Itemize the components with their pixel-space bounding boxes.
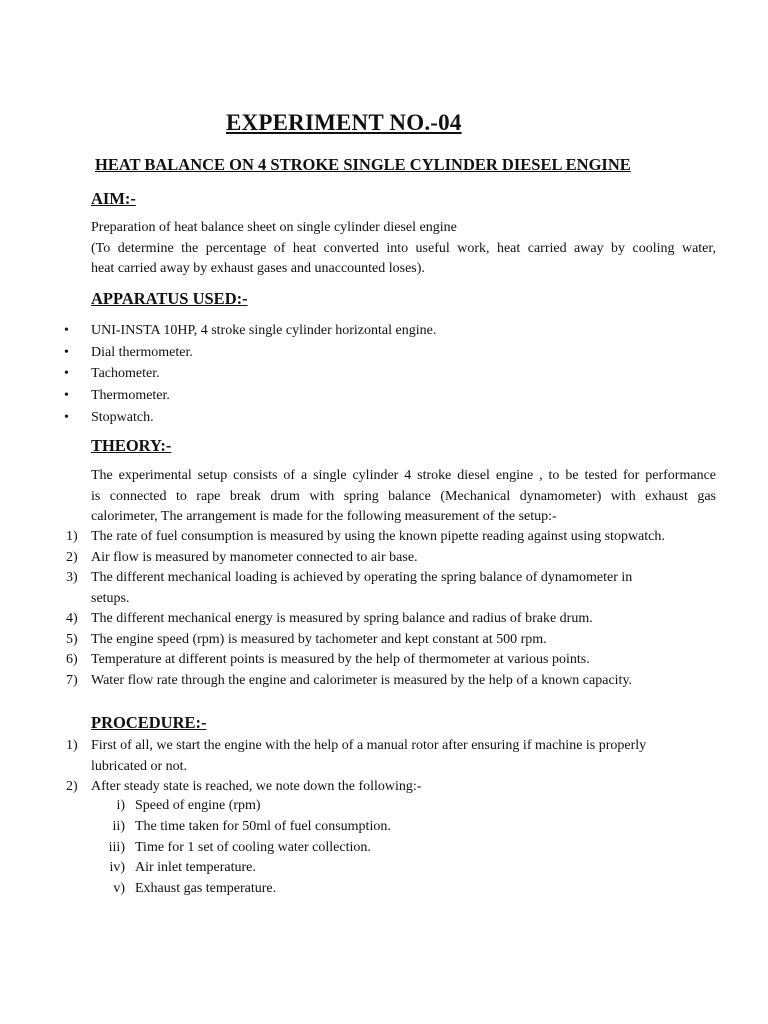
list-item-text: Air inlet temperature. xyxy=(135,860,256,876)
theory-heading: THEORY:- xyxy=(91,436,172,455)
aim-heading: AIM:- xyxy=(91,189,136,208)
list-item-text: Stopwatch. xyxy=(91,409,154,425)
list-item xyxy=(66,548,716,569)
list-item-text: Time for 1 set of cooling water collection. xyxy=(135,839,371,855)
list-item-text: After steady state is reached, we note down the following:- xyxy=(91,779,422,794)
theory-line: calorimeter, The arrangement is made for the following measurement of the setup:- xyxy=(91,509,557,524)
list-item xyxy=(66,736,716,777)
list-item xyxy=(66,777,716,798)
procedure-list xyxy=(66,736,716,798)
aim-line: Preparation of heat balance sheet on single cylinder diesel engine xyxy=(91,220,457,235)
aim-line: heat carried away by exhaust gases and unaccounted loses). xyxy=(91,261,425,276)
list-number: iii) xyxy=(108,839,125,855)
theory-line: The experimental setup consists of a single cylinder 4 stroke diesel engine , to be tested for performance xyxy=(91,468,716,483)
list-number: 4) xyxy=(66,611,78,626)
list-item-text: Thermometer. xyxy=(91,388,170,404)
list-item-text: Water flow rate through the engine and calorimeter is measured by the help of a known capacity. xyxy=(91,672,633,688)
theory-line: is connected to rape break drum with spring balance (Mechanical dynamometer) with exhaust gas xyxy=(91,488,716,504)
bullet-marker: • xyxy=(64,366,69,382)
page-title: EXPERIMENT NO.-04 xyxy=(226,110,462,135)
apparatus-heading: APPARATUS USED:- xyxy=(91,289,248,308)
theory-paragraph xyxy=(91,466,716,528)
list-item-text: Exhaust gas temperature. xyxy=(135,881,277,897)
list-item-text: Dial thermometer. xyxy=(91,344,193,360)
list-item xyxy=(66,650,716,671)
list-item xyxy=(66,609,716,630)
list-number: i) xyxy=(116,798,125,813)
list-item xyxy=(66,568,716,609)
list-number: 2) xyxy=(66,779,78,794)
list-item-text: Speed of engine (rpm) xyxy=(135,798,261,813)
list-item-text: UNI-INSTA 10HP, 4 stroke single cylinder horizontal engine. xyxy=(91,323,437,338)
list-number: 6) xyxy=(66,652,78,667)
list-item-text: Temperature at different points is measured by the help of thermometer at various points. xyxy=(91,652,590,667)
list-item xyxy=(66,527,716,548)
list-number: 1) xyxy=(66,738,78,753)
list-number: 7) xyxy=(66,672,78,688)
list-item-text: The time taken for 50ml of fuel consumption. xyxy=(135,818,391,834)
list-item-text: Tachometer. xyxy=(91,366,160,382)
procedure-heading: PROCEDURE:- xyxy=(91,713,207,732)
list-item-text: The rate of fuel consumption is measured by using the known pipette reading against using stopwatch. xyxy=(91,529,665,544)
list-number: 5) xyxy=(66,631,78,647)
list-number: 1) xyxy=(66,529,78,544)
list-number: v) xyxy=(113,881,125,897)
list-number: ii) xyxy=(112,818,125,834)
list-item-text: First of all, we start the engine with the help of a manual rotor after ensuring if machine is properly lubricated or not. xyxy=(91,738,647,774)
bullet-marker: • xyxy=(64,388,69,404)
list-item xyxy=(66,671,716,692)
list-item-text: The different mechanical loading is achieved by operating the spring balance of dynamometer in setups. xyxy=(91,570,633,606)
list-item xyxy=(66,630,716,651)
aim-line: (To determine the percentage of heat converted into useful work, heat carried away by cooling water, xyxy=(91,240,716,256)
list-item-text: The engine speed (rpm) is measured by tachometer and kept constant at 500 rpm. xyxy=(91,631,547,647)
list-item-text: The different mechanical energy is measured by spring balance and radius of brake drum. xyxy=(91,611,593,626)
bullet-marker: • xyxy=(64,323,69,338)
page-subtitle: HEAT BALANCE ON 4 STROKE SINGLE CYLINDER DIESEL ENGINE xyxy=(95,155,631,174)
aim-paragraph xyxy=(91,218,716,280)
bullet-marker: • xyxy=(64,344,69,360)
list-number: 2) xyxy=(66,549,78,565)
list-number: 3) xyxy=(66,570,78,585)
bullet-marker: • xyxy=(64,409,69,425)
list-number: iv) xyxy=(109,860,125,876)
list-item-text: Air flow is measured by manometer connected to air base. xyxy=(91,549,418,565)
theory-list xyxy=(66,527,716,691)
